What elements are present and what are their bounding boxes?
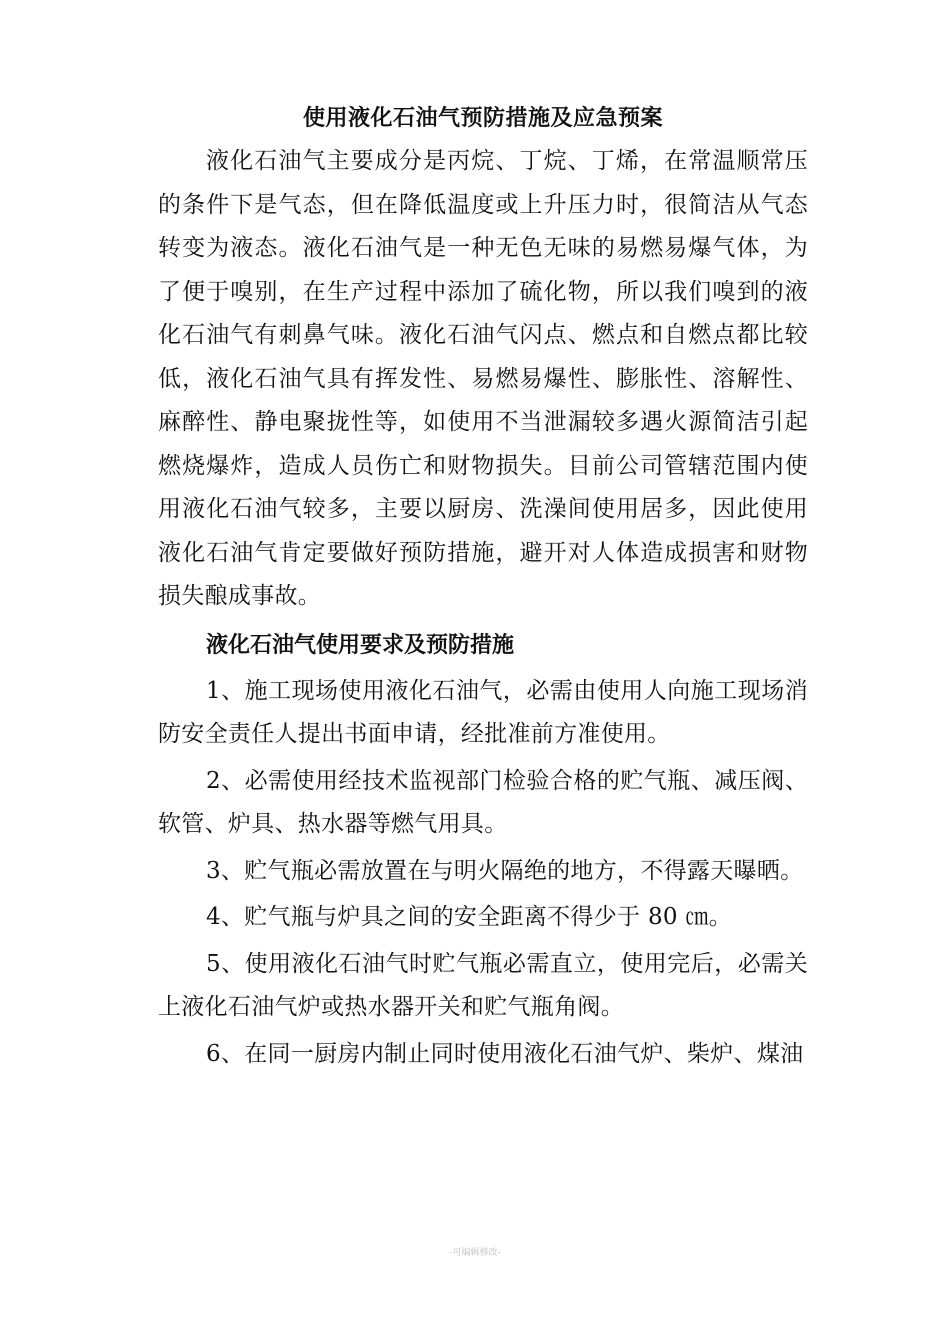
list-item-3: 3、贮气瓶必需放置在与明火隔绝的地方，不得露天曝晒。 — [206, 857, 804, 884]
list-item-2: 2、必需使用经技术监视部门检验合格的贮气瓶、减压阀、软管、炉具、热水器等燃气用具。 — [158, 767, 808, 837]
intro-paragraph: 液化石油气主要成分是丙烷、丁烷、丁烯，在常温顺常压的条件下是气态，但在降低温度或上升压力时，很简洁从气态转变为液态。液化石油气是一种无色无味的易燃易爆气体，为了便于嗅别，在生产过程中添加了硫化物，所以我们嗅到的液化石油气有刺鼻气味。液化石油气闪点、燃点和自燃点都比较低，液化石油气具有挥发性、易燃易爆性、膨胀性、溶解性、麻醉性、静电聚拢性等，如使用不当泄漏较多遇火源简洁引起燃烧爆炸，造成人员伤亡和财物损失。目前公司管辖范围内使用液化石油气较多，主要以厨房、洗澡间使用居多，因此使用液化石油气肯定要做好预防措施，避开对人体造成损害和财物损失酿成事故。 — [158, 148, 808, 609]
list-item-4: 4、贮气瓶与炉具之间的安全距离不得少于 80 ㎝。 — [206, 904, 733, 930]
section-heading: 液化石油气使用要求及预防措施 — [206, 631, 515, 658]
list-item-6: 6、在同一厨房内制止同时使用液化石油气炉、柴炉、煤油 — [206, 1040, 804, 1067]
page-footer: -可编辑修改- — [449, 1248, 501, 1258]
list-item-1: 1、施工现场使用液化石油气，必需由使用人向施工现场消防安全责任人提出书面申请，经批准前方准使用。 — [158, 677, 808, 747]
document-title: 使用液化石油气预防措施及应急预案 — [302, 105, 663, 131]
document-page — [158, 96, 808, 1076]
list-item-5: 5、使用液化石油气时贮气瓶必需直立，使用完后，必需关上液化石油气炉或热水器开关和贮气瓶角阀。 — [158, 950, 808, 1020]
